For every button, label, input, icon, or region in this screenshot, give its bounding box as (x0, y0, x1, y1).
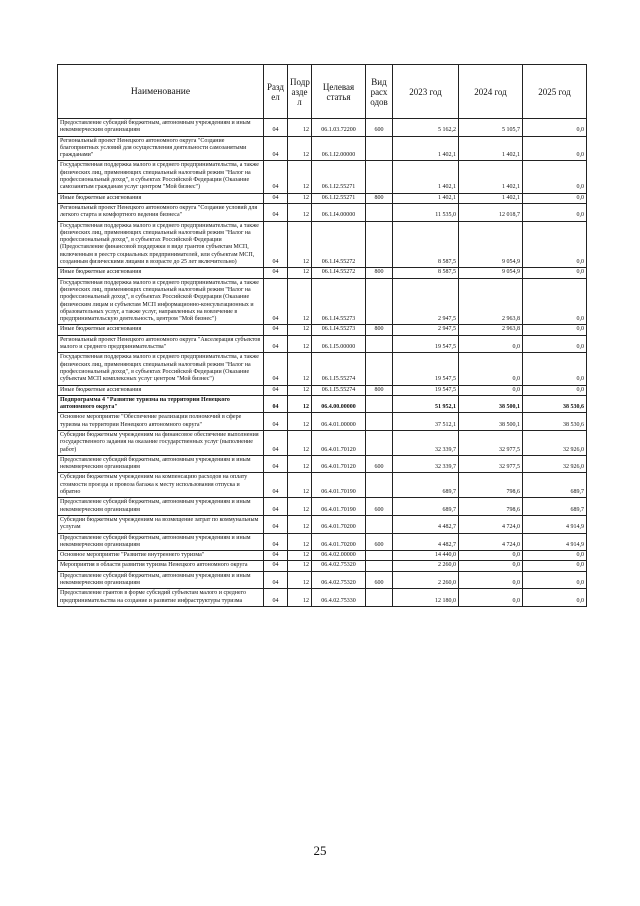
cell-section: 04 (264, 515, 288, 533)
cell-amount-2024: 4 724,0 (459, 533, 523, 551)
cell-amount-2023: 2 947,5 (393, 325, 459, 335)
table-row (58, 119, 587, 137)
cell-section: 04 (264, 268, 288, 278)
cell-section: 04 (264, 473, 288, 498)
header-year-2025: 2025 год (523, 65, 587, 119)
cell-amount-2023: 8 587,5 (393, 268, 459, 278)
cell-target-article: 06.4.02.75330 (312, 589, 366, 607)
cell-subsection: 12 (288, 561, 312, 571)
cell-section: 04 (264, 533, 288, 551)
cell-subsection: 12 (288, 353, 312, 385)
cell-amount-2025: 0,0 (523, 353, 587, 385)
table-row (58, 571, 587, 589)
cell-section: 04 (264, 455, 288, 473)
cell-subsection: 12 (288, 430, 312, 455)
cell-amount-2025: 0,0 (523, 335, 587, 353)
page-number: 25 (313, 843, 327, 858)
cell-name: Государственная поддержка малого и среднего предпринимательства, а также физических лиц, применяющих специальный налоговый режим "Налог на профессиональный доход", в субъектах Российской Федерации (Предоставление финансовой поддержки в виде грантов субъектам МСП, включенным в реестр социальных предпринимателей, или субъектам МСП, созданным физическими лицами в возрасте до 25 лет включительно) (58, 221, 264, 268)
cell-expense-type: 800 (366, 385, 393, 395)
table-row (58, 161, 587, 193)
cell-amount-2024: 38 500,1 (459, 395, 523, 413)
cell-target-article: 06.1.I5.55274 (312, 353, 366, 385)
header-name: Наименование (58, 65, 264, 119)
cell-subsection: 12 (288, 119, 312, 137)
cell-name: Государственная поддержка малого и среднего предпринимательства, а также физических лиц, применяющих специальный налоговый режим "Налог на профессиональный доход", в субъектах Российской Федерации (Оказание физическим лицам и субъектам МСП информационно-консультационных и образовательных услуг, а также услуг, направленных на вовлечение в предпринимательскую деятельность, центром "Мой бизнес") (58, 278, 264, 325)
cell-name: Иные бюджетные ассигнования (58, 268, 264, 278)
cell-name: Подпрограмма 4 "Развитие туризма на территории Ненецкого автономного округа" (58, 395, 264, 413)
cell-amount-2024: 9 054,9 (459, 268, 523, 278)
cell-amount-2025: 0,0 (523, 221, 587, 268)
cell-expense-type (366, 551, 393, 561)
cell-expense-type (366, 515, 393, 533)
cell-section: 04 (264, 335, 288, 353)
cell-expense-type (366, 335, 393, 353)
table-row (58, 413, 587, 431)
cell-amount-2023: 8 587,5 (393, 221, 459, 268)
cell-amount-2025: 32 926,0 (523, 455, 587, 473)
cell-section: 04 (264, 430, 288, 455)
table-body (58, 119, 587, 607)
cell-subsection: 12 (288, 455, 312, 473)
cell-target-article: 06.4.01.00000 (312, 413, 366, 431)
cell-name: Мероприятия в области развития туризма Ненецкого автономного округа (58, 561, 264, 571)
cell-amount-2025: 0,0 (523, 203, 587, 221)
cell-name: Региональный проект Ненецкого автономного округа "Создание условий для легкого старта и комфортного ведения бизнеса" (58, 203, 264, 221)
cell-name: Государственная поддержка малого и среднего предпринимательства, а также физических лиц, применяющих специальный налоговый режим "Налог на профессиональный доход", в субъектах Российской Федерации (Оказание субъектам МСП комплексных услуг центром "Мой бизнес") (58, 353, 264, 385)
table-row (58, 498, 587, 516)
cell-amount-2025: 0,0 (523, 193, 587, 203)
cell-amount-2024: 1 402,1 (459, 161, 523, 193)
cell-target-article: 06.1.I4.55273 (312, 278, 366, 325)
cell-amount-2024: 5 105,7 (459, 119, 523, 137)
cell-expense-type (366, 136, 393, 161)
cell-amount-2025: 32 926,0 (523, 430, 587, 455)
cell-section: 04 (264, 498, 288, 516)
cell-amount-2024: 32 977,5 (459, 455, 523, 473)
cell-target-article: 06.4.02.75320 (312, 561, 366, 571)
cell-name: Иные бюджетные ассигнования (58, 193, 264, 203)
header-section: Разд ел (264, 65, 288, 119)
cell-subsection: 12 (288, 473, 312, 498)
budget-table (57, 64, 587, 607)
cell-amount-2023: 12 180,0 (393, 589, 459, 607)
budget-table-container (57, 64, 586, 607)
cell-expense-type: 600 (366, 498, 393, 516)
table-row (58, 335, 587, 353)
table-row (58, 561, 587, 571)
cell-subsection: 12 (288, 325, 312, 335)
cell-amount-2024: 0,0 (459, 385, 523, 395)
cell-expense-type: 800 (366, 268, 393, 278)
cell-expense-type: 600 (366, 455, 393, 473)
cell-amount-2025: 38 530,6 (523, 413, 587, 431)
cell-expense-type (366, 221, 393, 268)
cell-target-article: 06.1.I2.00000 (312, 136, 366, 161)
cell-expense-type (366, 413, 393, 431)
cell-name: Предоставление субсидий бюджетным, автономным учреждениям и иным некоммерческим организациям (58, 119, 264, 137)
header-year-2023: 2023 год (393, 65, 459, 119)
cell-amount-2023: 689,7 (393, 473, 459, 498)
cell-name: Предоставление субсидий бюджетным, автономным учреждениям и иным некоммерческим организациям (58, 571, 264, 589)
cell-amount-2025: 0,0 (523, 571, 587, 589)
table-row (58, 515, 587, 533)
cell-subsection: 12 (288, 589, 312, 607)
cell-expense-type: 600 (366, 533, 393, 551)
cell-target-article: 06.4.01.70200 (312, 515, 366, 533)
cell-amount-2023: 11 535,0 (393, 203, 459, 221)
cell-section: 04 (264, 203, 288, 221)
cell-expense-type: 800 (366, 193, 393, 203)
cell-name: Основное мероприятие "Обеспечение реализации полномочий в сфере туризма на территории Ненецкого автономного округа" (58, 413, 264, 431)
cell-subsection: 12 (288, 268, 312, 278)
cell-amount-2024: 2 963,8 (459, 325, 523, 335)
cell-target-article: 06.1.I5.55274 (312, 385, 366, 395)
cell-target-article: 06.1.I4.00000 (312, 203, 366, 221)
cell-target-article: 06.4.00.00000 (312, 395, 366, 413)
cell-amount-2025: 0,0 (523, 161, 587, 193)
cell-section: 04 (264, 221, 288, 268)
cell-name: Региональный проект Ненецкого автономного округа "Создание благоприятных условий для осуществления деятельности самозанятыми гражданами" (58, 136, 264, 161)
cell-amount-2023: 1 402,1 (393, 136, 459, 161)
cell-expense-type (366, 395, 393, 413)
table-row (58, 221, 587, 268)
cell-subsection: 12 (288, 395, 312, 413)
cell-target-article: 06.1.I5.00000 (312, 335, 366, 353)
cell-expense-type (366, 561, 393, 571)
cell-section: 04 (264, 325, 288, 335)
table-row (58, 455, 587, 473)
cell-target-article: 06.4.01.70200 (312, 533, 366, 551)
cell-amount-2024: 0,0 (459, 561, 523, 571)
cell-amount-2024: 0,0 (459, 353, 523, 385)
cell-subsection: 12 (288, 221, 312, 268)
cell-subsection: 12 (288, 203, 312, 221)
cell-section: 04 (264, 571, 288, 589)
cell-target-article: 06.1.I2.55271 (312, 193, 366, 203)
cell-expense-type (366, 353, 393, 385)
cell-target-article: 06.1.03.72200 (312, 119, 366, 137)
cell-amount-2025: 4 914,9 (523, 515, 587, 533)
cell-name: Предоставление грантов в форме субсидий субъектам малого и среднего предпринимательства на создание и развитие инфраструктуры туризма (58, 589, 264, 607)
cell-name: Субсидии бюджетным учреждениям на компенсацию расходов на оплату стоимости проезда и провоза багажа к месту использования отпуска и обратно (58, 473, 264, 498)
cell-subsection: 12 (288, 515, 312, 533)
header-target-article: Целевая статья (312, 65, 366, 119)
cell-subsection: 12 (288, 335, 312, 353)
cell-name: Региональный проект Ненецкого автономного округа "Акселерация субъектов малого и среднего предпринимательства" (58, 335, 264, 353)
cell-subsection: 12 (288, 193, 312, 203)
cell-amount-2023: 2 260,0 (393, 561, 459, 571)
cell-name: Предоставление субсидий бюджетным, автономным учреждениям и иным некоммерческим организациям (58, 498, 264, 516)
cell-amount-2025: 0,0 (523, 385, 587, 395)
cell-amount-2025: 0,0 (523, 589, 587, 607)
cell-amount-2025: 0,0 (523, 268, 587, 278)
cell-section: 04 (264, 589, 288, 607)
cell-section: 04 (264, 385, 288, 395)
table-row (58, 551, 587, 561)
cell-target-article: 06.1.I4.55272 (312, 268, 366, 278)
cell-expense-type (366, 589, 393, 607)
cell-target-article: 06.1.I4.55273 (312, 325, 366, 335)
cell-subsection: 12 (288, 413, 312, 431)
cell-amount-2025: 0,0 (523, 119, 587, 137)
table-row (58, 325, 587, 335)
cell-amount-2024: 1 402,1 (459, 136, 523, 161)
cell-section: 04 (264, 551, 288, 561)
cell-expense-type (366, 161, 393, 193)
cell-amount-2023: 19 547,5 (393, 385, 459, 395)
cell-expense-type: 600 (366, 119, 393, 137)
cell-amount-2025: 689,7 (523, 473, 587, 498)
cell-amount-2024: 0,0 (459, 551, 523, 561)
cell-subsection: 12 (288, 278, 312, 325)
table-row (58, 268, 587, 278)
cell-amount-2025: 38 530,6 (523, 395, 587, 413)
cell-amount-2023: 2 947,5 (393, 278, 459, 325)
cell-subsection: 12 (288, 551, 312, 561)
cell-amount-2023: 14 440,0 (393, 551, 459, 561)
header-subsection: Подр азде л (288, 65, 312, 119)
cell-name: Предоставление субсидий бюджетным, автономным учреждениям и иным некоммерческим организациям (58, 455, 264, 473)
cell-expense-type: 800 (366, 325, 393, 335)
cell-amount-2024: 0,0 (459, 335, 523, 353)
cell-section: 04 (264, 278, 288, 325)
cell-target-article: 06.4.01.70120 (312, 430, 366, 455)
cell-target-article: 06.4.01.70120 (312, 455, 366, 473)
table-row (58, 533, 587, 551)
cell-amount-2023: 1 402,1 (393, 193, 459, 203)
cell-subsection: 12 (288, 498, 312, 516)
cell-expense-type: 600 (366, 571, 393, 589)
cell-amount-2023: 4 482,7 (393, 515, 459, 533)
cell-amount-2023: 4 482,7 (393, 533, 459, 551)
cell-amount-2024: 2 963,8 (459, 278, 523, 325)
cell-amount-2025: 0,0 (523, 561, 587, 571)
cell-amount-2024: 1 402,1 (459, 193, 523, 203)
cell-amount-2024: 798,6 (459, 498, 523, 516)
cell-section: 04 (264, 395, 288, 413)
cell-amount-2024: 798,6 (459, 473, 523, 498)
cell-amount-2023: 689,7 (393, 498, 459, 516)
cell-expense-type (366, 278, 393, 325)
cell-subsection: 12 (288, 571, 312, 589)
cell-amount-2023: 51 952,1 (393, 395, 459, 413)
cell-amount-2024: 4 724,0 (459, 515, 523, 533)
table-header-row (58, 65, 587, 119)
table-row (58, 395, 587, 413)
header-expense-type: Вид расх одов (366, 65, 393, 119)
cell-amount-2024: 0,0 (459, 589, 523, 607)
cell-expense-type (366, 430, 393, 455)
cell-section: 04 (264, 353, 288, 385)
cell-section: 04 (264, 193, 288, 203)
cell-amount-2024: 32 977,5 (459, 430, 523, 455)
cell-amount-2025: 4 914,9 (523, 533, 587, 551)
cell-target-article: 06.4.02.75320 (312, 571, 366, 589)
cell-name: Субсидии бюджетным учреждениям на финансовое обеспечение выполнения государственного задания на оказание государственных услуг (выполнение работ) (58, 430, 264, 455)
table-row (58, 278, 587, 325)
cell-amount-2024: 0,0 (459, 571, 523, 589)
cell-amount-2023: 19 547,5 (393, 335, 459, 353)
table-row (58, 430, 587, 455)
cell-name: Государственная поддержка малого и среднего предпринимательства, а также физических лиц, применяющих специальный налоговый режим "Налог на профессиональный доход", в субъектах Российской Федерации (Оказание самозанятым гражданам услуг центром "Мой бизнес") (58, 161, 264, 193)
cell-amount-2025: 0,0 (523, 551, 587, 561)
cell-amount-2023: 19 547,5 (393, 353, 459, 385)
cell-section: 04 (264, 119, 288, 137)
table-row (58, 203, 587, 221)
cell-amount-2023: 2 260,0 (393, 571, 459, 589)
header-year-2024: 2024 год (459, 65, 523, 119)
cell-subsection: 12 (288, 385, 312, 395)
cell-target-article: 06.4.01.70190 (312, 498, 366, 516)
cell-name: Предоставление субсидий бюджетным, автономным учреждениям и иным некоммерческим организациям (58, 533, 264, 551)
cell-amount-2024: 38 500,1 (459, 413, 523, 431)
cell-amount-2025: 689,7 (523, 498, 587, 516)
cell-expense-type (366, 473, 393, 498)
cell-amount-2023: 37 512,1 (393, 413, 459, 431)
cell-target-article: 06.1.I4.55272 (312, 221, 366, 268)
cell-amount-2025: 0,0 (523, 325, 587, 335)
cell-subsection: 12 (288, 161, 312, 193)
table-row (58, 136, 587, 161)
cell-target-article: 06.4.02.00000 (312, 551, 366, 561)
cell-amount-2024: 12 018,7 (459, 203, 523, 221)
table-row (58, 473, 587, 498)
cell-amount-2023: 5 162,2 (393, 119, 459, 137)
cell-section: 04 (264, 413, 288, 431)
cell-amount-2024: 9 054,9 (459, 221, 523, 268)
cell-amount-2023: 1 402,1 (393, 161, 459, 193)
cell-amount-2025: 0,0 (523, 136, 587, 161)
table-row (58, 193, 587, 203)
cell-amount-2023: 32 339,7 (393, 430, 459, 455)
cell-subsection: 12 (288, 136, 312, 161)
cell-section: 04 (264, 561, 288, 571)
cell-name: Иные бюджетные ассигнования (58, 325, 264, 335)
cell-section: 04 (264, 161, 288, 193)
cell-subsection: 12 (288, 533, 312, 551)
table-row (58, 589, 587, 607)
table-row (58, 385, 587, 395)
cell-target-article: 06.4.01.70190 (312, 473, 366, 498)
cell-target-article: 06.1.I2.55271 (312, 161, 366, 193)
cell-amount-2025: 0,0 (523, 278, 587, 325)
table-row (58, 353, 587, 385)
cell-section: 04 (264, 136, 288, 161)
cell-name: Основное мероприятие "Развитие внутреннего туризма" (58, 551, 264, 561)
cell-amount-2023: 32 339,7 (393, 455, 459, 473)
cell-name: Иные бюджетные ассигнования (58, 385, 264, 395)
cell-expense-type (366, 203, 393, 221)
cell-name: Субсидии бюджетным учреждениям на возмещение затрат по коммунальным услугам (58, 515, 264, 533)
